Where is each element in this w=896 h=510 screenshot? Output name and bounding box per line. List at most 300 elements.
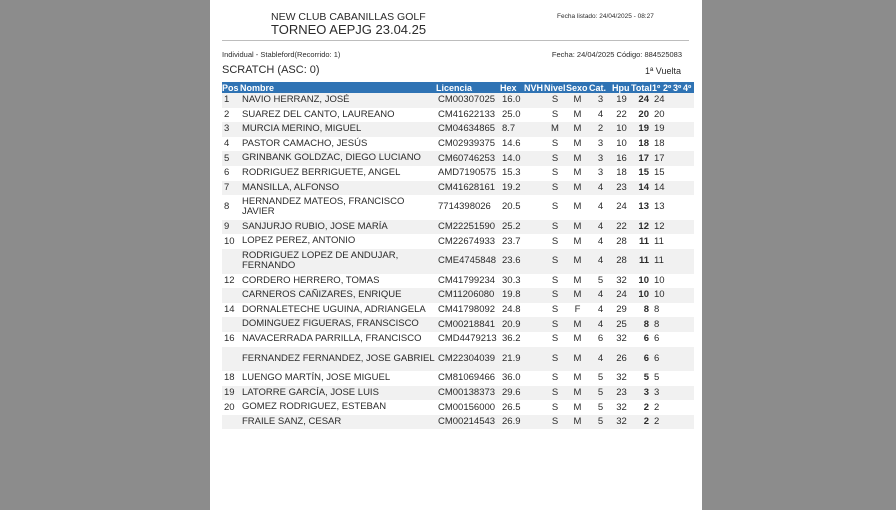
round4-cell	[683, 303, 694, 318]
sex-cell: M	[573, 401, 582, 413]
col-header: Nivel	[544, 82, 566, 93]
round1-cell: 20	[654, 108, 665, 120]
round3-cell	[673, 303, 683, 318]
round2-cell	[663, 303, 673, 318]
nvh-cell	[524, 386, 544, 401]
table-row	[222, 303, 694, 318]
total-cell: 20	[638, 108, 649, 120]
round3-cell	[673, 220, 683, 235]
round3-cell	[673, 400, 683, 415]
handicap-cell: 20.5	[502, 201, 521, 213]
pos-cell: 3	[222, 122, 240, 137]
sex-cell: M	[566, 220, 589, 235]
round3-cell	[673, 234, 683, 249]
table-row	[222, 415, 694, 430]
nvh-cell	[524, 288, 544, 303]
divider	[222, 40, 689, 41]
sex-cell: M	[566, 249, 589, 274]
level-cell: S	[544, 386, 566, 401]
name-cell: SUAREZ DEL CANTO, LAUREANO	[242, 108, 395, 120]
table-row	[222, 371, 694, 386]
hpu-cell: 29	[616, 304, 627, 316]
level-cell: S	[544, 93, 566, 108]
handicap-cell: 36.0	[502, 372, 521, 384]
total-cell: 15	[638, 167, 649, 179]
table-row	[222, 137, 694, 152]
table-row	[222, 166, 694, 181]
round4-cell	[683, 347, 694, 372]
round2-cell	[663, 347, 673, 372]
handicap-cell: 23.7	[502, 235, 521, 247]
table-row	[222, 151, 694, 166]
category-cell: 4	[589, 181, 612, 196]
level-cell: S	[544, 415, 566, 430]
total-cell: 10	[638, 274, 649, 286]
license-cell: CM00156000	[438, 401, 496, 413]
table-row	[222, 195, 694, 220]
nvh-cell	[524, 234, 544, 249]
handicap-cell: 8.7	[500, 122, 524, 137]
table-row	[222, 332, 694, 347]
sex-cell: M	[573, 274, 582, 286]
handicap-cell: 16.0	[500, 93, 524, 108]
name-cell: FERNANDEZ FERNANDEZ, JOSE GABRIEL	[240, 347, 436, 372]
round4-cell	[683, 151, 694, 166]
nvh-cell	[524, 371, 544, 386]
round1-cell: 8	[652, 317, 663, 332]
sex-cell: M	[573, 372, 582, 384]
handicap-cell: 20.9	[500, 317, 524, 332]
total-cell: 12	[631, 220, 652, 235]
license-cell: CM22251590	[436, 220, 500, 235]
round4-cell	[683, 166, 694, 181]
category-cell: 3	[597, 167, 604, 179]
license-cell: CM60746253	[436, 151, 500, 166]
round4-cell	[683, 332, 694, 347]
table-row	[222, 220, 694, 235]
hpu-cell: 32	[616, 372, 627, 384]
license-cell: CME4745848	[436, 249, 500, 274]
sex-cell: M	[566, 288, 589, 303]
license-cell: CM04634865	[436, 122, 500, 137]
nvh-cell	[524, 415, 544, 430]
level-cell: S	[551, 304, 559, 316]
nvh-cell	[524, 166, 544, 181]
round3-cell	[673, 93, 683, 108]
sex-cell: M	[573, 138, 582, 150]
category-cell: 5	[597, 401, 604, 413]
pos-cell: 19	[222, 386, 240, 401]
pos-cell: 4	[224, 138, 230, 150]
level-cell: S	[544, 288, 566, 303]
category-cell: 5	[597, 372, 604, 384]
name-cell: LUENGO MARTÍN, JOSE MIGUEL	[242, 372, 391, 384]
handicap-cell: 30.3	[502, 274, 521, 286]
nvh-cell	[524, 220, 544, 235]
classification-title: SCRATCH (ASC: 0)	[222, 64, 320, 76]
round3-cell	[673, 386, 683, 401]
category-cell: 4	[597, 235, 604, 247]
name-cell: CORDERO HERRERO, TOMAS	[242, 274, 380, 286]
pos-cell: 18	[224, 372, 235, 384]
table-row	[222, 181, 694, 196]
round3-cell	[673, 166, 683, 181]
license-cell: CM00307025	[436, 93, 500, 108]
round3-cell	[673, 274, 683, 289]
round4-cell	[683, 195, 694, 220]
round4-cell	[683, 415, 694, 430]
round4-cell	[683, 122, 694, 137]
license-cell: CM22674933	[438, 235, 496, 247]
pos-cell: 10	[224, 235, 235, 247]
total-cell: 8	[631, 317, 652, 332]
level-cell: S	[551, 235, 559, 247]
pos-cell: 20	[224, 401, 235, 413]
name-cell: MURCIA MERINO, MIGUEL	[240, 122, 436, 137]
category-cell: 4	[589, 288, 612, 303]
table-row	[222, 288, 694, 303]
round4-cell	[683, 317, 694, 332]
name-cell: MANSILLA, ALFONSO	[240, 181, 436, 196]
round1-cell: 11	[654, 235, 664, 247]
pos-cell: 9	[222, 220, 240, 235]
name-cell: DORNALETECHE UGUINA, ADRIANGELA	[242, 303, 426, 315]
license-cell: 7714398026	[438, 201, 491, 213]
hpu-cell: 22	[616, 108, 627, 120]
name-cell: SANJURJO RUBIO, JOSE MARÍA	[240, 220, 436, 235]
col-header: 4º	[683, 82, 694, 93]
sex-cell: M	[573, 201, 582, 213]
round1-cell: 5	[654, 372, 660, 384]
pos-cell: 16	[224, 333, 235, 345]
round1-cell: 13	[654, 201, 665, 213]
round1-cell: 2	[654, 401, 660, 413]
table-row	[222, 234, 694, 249]
pos-cell: 7	[222, 181, 240, 196]
pos-cell	[222, 347, 240, 372]
hpu-cell: 32	[616, 333, 627, 345]
total-cell: 13	[638, 201, 649, 213]
round3-cell	[673, 415, 683, 430]
sex-cell: M	[566, 122, 589, 137]
license-cell: CM81069466	[438, 372, 496, 384]
round4-cell	[683, 249, 694, 274]
round1-cell: 2	[652, 415, 663, 430]
pos-cell	[222, 415, 240, 430]
license-cell: CM00218841	[436, 317, 500, 332]
total-cell: 24	[631, 93, 652, 108]
round4-cell	[683, 137, 694, 152]
table-row	[222, 386, 694, 401]
date-code: Fecha: 24/04/2025 Código: 884525083	[551, 50, 682, 59]
category-cell: 4	[597, 108, 604, 120]
round1-cell: 15	[654, 167, 665, 179]
round3-cell	[673, 181, 683, 196]
handicap-cell: 19.8	[500, 288, 524, 303]
club-name: NEW CLUB CABANILLAS GOLF	[271, 11, 426, 23]
round4-cell	[683, 220, 694, 235]
table-row	[222, 347, 694, 372]
round1-cell: 6	[654, 333, 660, 345]
level-cell: S	[551, 274, 559, 286]
handicap-cell: 14.0	[500, 151, 524, 166]
table-row	[222, 108, 694, 123]
col-header: Total	[631, 82, 652, 93]
level-cell: S	[544, 317, 566, 332]
sex-cell: M	[566, 386, 589, 401]
sex-cell: M	[566, 317, 589, 332]
license-cell: CM00138373	[436, 386, 500, 401]
name-cell: RODRIGUEZ BERRIGUETE, ANGEL	[242, 167, 401, 179]
total-cell: 17	[631, 151, 652, 166]
pos-cell: 8	[224, 201, 230, 213]
nvh-cell	[524, 332, 544, 347]
nvh-cell	[524, 303, 544, 318]
hpu-cell: 23	[612, 386, 631, 401]
round2-cell	[663, 317, 673, 332]
pos-cell: 2	[224, 108, 230, 120]
name-cell: NAVACERRADA PARRILLA, FRANCISCO	[242, 332, 422, 344]
handicap-cell: 25.0	[502, 108, 521, 120]
round1-cell: 10	[652, 288, 663, 303]
round1-cell: 18	[654, 138, 665, 150]
level-cell: S	[551, 167, 559, 179]
hpu-cell: 24	[616, 201, 627, 213]
hpu-cell: 18	[616, 167, 627, 179]
license-cell: CM41799234	[438, 274, 496, 286]
level-cell: S	[544, 220, 566, 235]
nvh-cell	[524, 249, 544, 274]
col-header: Pos	[222, 82, 239, 93]
hpu-cell: 28	[616, 235, 627, 247]
round1-cell: 6	[652, 347, 663, 372]
sex-cell: M	[566, 93, 589, 108]
col-header: Cat.	[589, 82, 612, 93]
category-cell: 3	[589, 151, 612, 166]
round3-cell	[673, 371, 683, 386]
name-cell: FRAILE SANZ, CESAR	[240, 415, 436, 430]
category-cell: 6	[597, 333, 604, 345]
table-row	[222, 274, 694, 289]
total-cell: 18	[638, 138, 649, 150]
round3-cell	[673, 249, 683, 274]
category-cell: 4	[589, 347, 612, 372]
nvh-cell	[524, 274, 544, 289]
handicap-cell: 26.9	[500, 415, 524, 430]
hpu-cell: 16	[612, 151, 631, 166]
total-cell: 3	[631, 386, 652, 401]
name-cell: DOMINGUEZ FIGUERAS, FRANSCISCO	[240, 317, 436, 332]
level-cell: S	[551, 108, 559, 120]
hpu-cell: 10	[612, 122, 631, 137]
total-cell: 5	[643, 372, 649, 384]
total-cell: 8	[643, 304, 649, 316]
handicap-cell: 25.2	[500, 220, 524, 235]
round3-cell	[673, 108, 683, 123]
round4-cell	[683, 234, 694, 249]
round1-cell: 8	[654, 304, 660, 316]
table-row	[222, 317, 694, 332]
handicap-cell: 21.9	[500, 347, 524, 372]
name-cell: GOMEZ RODRIGUEZ, ESTEBAN	[242, 401, 387, 413]
category-cell: 4	[597, 201, 604, 213]
category-cell: 2	[589, 122, 612, 137]
handicap-cell: 14.6	[502, 138, 521, 150]
hpu-cell: 10	[616, 138, 627, 150]
total-cell: 2	[631, 415, 652, 430]
round1-cell: 17	[652, 151, 663, 166]
nvh-cell	[524, 137, 544, 152]
hpu-cell: 23	[612, 181, 631, 196]
pos-cell	[222, 249, 240, 274]
name-cell: GRINBANK GOLDZAC, DIEGO LUCIANO	[240, 151, 436, 166]
round2-cell	[663, 386, 673, 401]
sex-cell: M	[573, 333, 582, 345]
col-header: 3º	[673, 82, 682, 93]
level-cell: S	[544, 347, 566, 372]
table-row	[222, 249, 694, 274]
category-cell: 4	[597, 304, 604, 316]
level-cell: S	[551, 138, 559, 150]
level-cell: S	[551, 401, 559, 413]
results-table	[222, 82, 694, 429]
sex-cell: M	[566, 151, 589, 166]
round1-cell: 24	[652, 93, 663, 108]
col-header: 1º	[652, 82, 663, 93]
nvh-cell	[524, 122, 544, 137]
col-header: Sexo	[566, 82, 588, 93]
round4-cell	[683, 108, 694, 123]
level-cell: S	[544, 249, 566, 274]
license-cell: AMD7190575	[438, 167, 497, 179]
table-row	[222, 93, 694, 108]
round3-cell	[673, 332, 683, 347]
total-cell: 6	[631, 347, 652, 372]
license-cell: CM41622133	[438, 108, 496, 120]
col-header: 2º	[663, 82, 672, 93]
name-cell: NAVIO HERRANZ, JOSÉ	[240, 93, 436, 108]
round3-cell	[673, 195, 683, 220]
name-cell: PASTOR CAMACHO, JESÚS	[242, 137, 368, 149]
license-cell: CM41798092	[438, 304, 496, 316]
handicap-cell: 19.2	[500, 181, 524, 196]
hpu-cell: 24	[612, 288, 631, 303]
name-cell: LATORRE GARCÍA, JOSE LUIS	[240, 386, 436, 401]
category-cell: 3	[597, 138, 604, 150]
nvh-cell	[524, 181, 544, 196]
handicap-cell: 23.6	[500, 249, 524, 274]
level-cell: S	[544, 181, 566, 196]
round-label: 1ª Vuelta	[644, 66, 681, 76]
round1-cell: 19	[652, 122, 663, 137]
round3-cell	[673, 288, 683, 303]
category-cell: 5	[589, 386, 612, 401]
nvh-cell	[524, 317, 544, 332]
level-cell: S	[544, 151, 566, 166]
nvh-cell	[524, 347, 544, 372]
table-row	[222, 122, 694, 137]
license-cell: CM11206080	[436, 288, 500, 303]
game-format: Individual - Stableford(Recorrido: 1)	[222, 50, 341, 59]
hpu-cell: 28	[612, 249, 631, 274]
round4-cell	[683, 181, 694, 196]
round4-cell	[683, 386, 694, 401]
nvh-cell	[524, 151, 544, 166]
round2-cell	[663, 234, 673, 249]
sex-cell: M	[573, 167, 582, 179]
handicap-cell: 24.8	[502, 304, 521, 316]
total-cell: 14	[631, 181, 652, 196]
round1-cell: 12	[652, 220, 663, 235]
license-cell: CMD4479213	[438, 333, 497, 345]
total-cell: 10	[631, 288, 652, 303]
col-header: Nombre	[240, 82, 436, 93]
round2-cell	[663, 371, 673, 386]
col-header: Licencia	[436, 82, 500, 93]
round2-cell	[663, 332, 673, 347]
total-cell: 11	[638, 235, 649, 247]
listing-date: Fecha listado: 24/04/2025 - 08:27	[557, 13, 654, 20]
sex-cell: M	[573, 235, 582, 247]
level-cell: S	[551, 201, 559, 213]
table-row	[222, 400, 694, 415]
round1-cell: 14	[652, 181, 663, 196]
sex-cell: F	[574, 304, 581, 316]
round2-cell	[663, 249, 673, 274]
col-header: NVH	[524, 82, 544, 93]
name-cell: HERNANDEZ MATEOS, FRANCISCO JAVIER	[242, 195, 405, 218]
hpu-cell: 22	[612, 220, 631, 235]
hpu-cell: 19	[612, 93, 631, 108]
round4-cell	[683, 371, 694, 386]
results-page	[210, 0, 702, 510]
pos-cell: 12	[224, 274, 235, 286]
level-cell: M	[544, 122, 566, 137]
round3-cell	[673, 347, 683, 372]
col-header: Hex	[500, 82, 524, 93]
table-header	[222, 82, 694, 93]
round1-cell: 10	[654, 274, 665, 286]
pos-cell	[222, 288, 240, 303]
category-cell: 4	[589, 317, 612, 332]
total-cell: 19	[631, 122, 652, 137]
round4-cell	[683, 274, 694, 289]
pos-cell	[222, 317, 240, 332]
sex-cell: M	[566, 415, 589, 430]
round3-cell	[673, 122, 683, 137]
round3-cell	[673, 151, 683, 166]
name-cell: RODRIGUEZ LOPEZ DE ANDUJAR, FERNANDO	[240, 249, 436, 274]
nvh-cell	[524, 108, 544, 123]
sex-cell: M	[566, 347, 589, 372]
round2-cell	[663, 400, 673, 415]
total-cell: 6	[643, 333, 649, 345]
round2-cell	[663, 415, 673, 430]
nvh-cell	[524, 195, 544, 220]
col-header: Hpu	[612, 82, 630, 93]
category-cell: 5	[589, 415, 612, 430]
total-cell: 2	[643, 401, 649, 413]
tournament-title: TORNEO AEPJG 23.04.25	[271, 22, 427, 37]
level-cell: S	[551, 333, 559, 345]
hpu-cell: 25	[612, 317, 631, 332]
hpu-cell: 32	[612, 415, 631, 430]
round4-cell	[683, 400, 694, 415]
license-cell: CM02939375	[438, 138, 496, 150]
sex-cell: M	[573, 108, 582, 120]
nvh-cell	[524, 400, 544, 415]
category-cell: 4	[589, 220, 612, 235]
